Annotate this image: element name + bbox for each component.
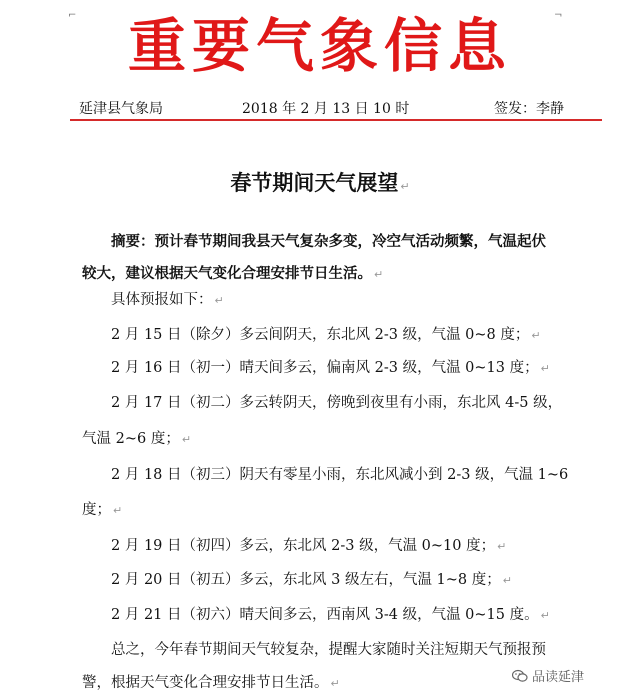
forecast-line: 2 月 19 日（初四）多云，东北风 2-3 级，气温 0~10 度； ↵	[111, 538, 507, 554]
paragraph-mark-icon: ↵	[497, 540, 507, 553]
paragraph-mark-icon: ↵	[540, 609, 550, 622]
summary-line-2: 警，根据天气变化合理安排节日生活。 ↵	[82, 675, 340, 691]
banner-title: 重要气象信息	[127, 12, 512, 80]
red-rule-divider	[70, 119, 602, 121]
watermark	[512, 666, 584, 685]
paragraph-mark-icon: ↵	[400, 180, 410, 193]
signer: 签发：李静	[494, 101, 564, 117]
paragraph-mark-icon: ↵	[113, 504, 123, 517]
forecast-line: 度； ↵	[82, 502, 123, 518]
forecast-line: 2 月 16 日（初一）晴天间多云，偏南风 2-3 级，气温 0~13 度； ↵	[111, 360, 550, 376]
wechat-icon	[512, 669, 528, 683]
intro-line: 具体预报如下： ↵	[111, 292, 224, 308]
forecast-line: 2 月 15 日（除夕）多云间阴天，东北风 2-3 级，气温 0~8 度； ↵	[111, 327, 541, 343]
issue-datetime: 2018 年 2 月 13 日 10 时	[242, 101, 410, 117]
summary-line-1: 总之，今年春节期间天气较复杂，提醒大家随时关注短期天气预报预	[111, 642, 546, 658]
abstract-line-1: 摘要：预计春节期间我县天气复杂多变，冷空气活动频繁，气温起伏	[111, 233, 546, 250]
forecast-line: 气温 2~6 度； ↵	[82, 431, 192, 447]
paragraph-mark-icon: ↵	[181, 433, 192, 446]
paragraph-mark-icon: ↵	[531, 329, 541, 342]
document-title: 春节期间天气展望 ↵	[230, 171, 410, 195]
paragraph-mark-icon: ↵	[330, 677, 340, 690]
abstract-line-2: 较大，建议根据天气变化合理安排节日生活。 ↵	[82, 265, 384, 282]
forecast-line: 2 月 17 日（初二）多云转阴天，傍晚到夜里有小雨，东北风 4-5 级，	[111, 395, 563, 411]
paragraph-mark-icon: ↵	[540, 362, 550, 375]
paragraph-mark-icon: ↵	[214, 294, 224, 307]
forecast-line: 2 月 20 日（初五）多云，东北风 3 级左右，气温 1~8 度； ↵	[111, 572, 512, 588]
paragraph-mark-icon: ↵	[502, 574, 512, 587]
paragraph-mark-icon: ↵	[374, 268, 384, 281]
forecast-line: 2 月 18 日（初三）阴天有零星小雨，东北风减小到 2-3 级，气温 1~6	[111, 467, 569, 483]
corner-mark-right: ¬	[554, 10, 563, 21]
forecast-line: 2 月 21 日（初六）晴天间多云，西南风 3-4 级，气温 0~15 度。 ↵	[111, 607, 550, 623]
corner-mark-left: ⌐	[68, 10, 77, 21]
watermark-text: 品读延津	[532, 670, 585, 685]
issuer: 延津县气象局	[79, 101, 163, 117]
